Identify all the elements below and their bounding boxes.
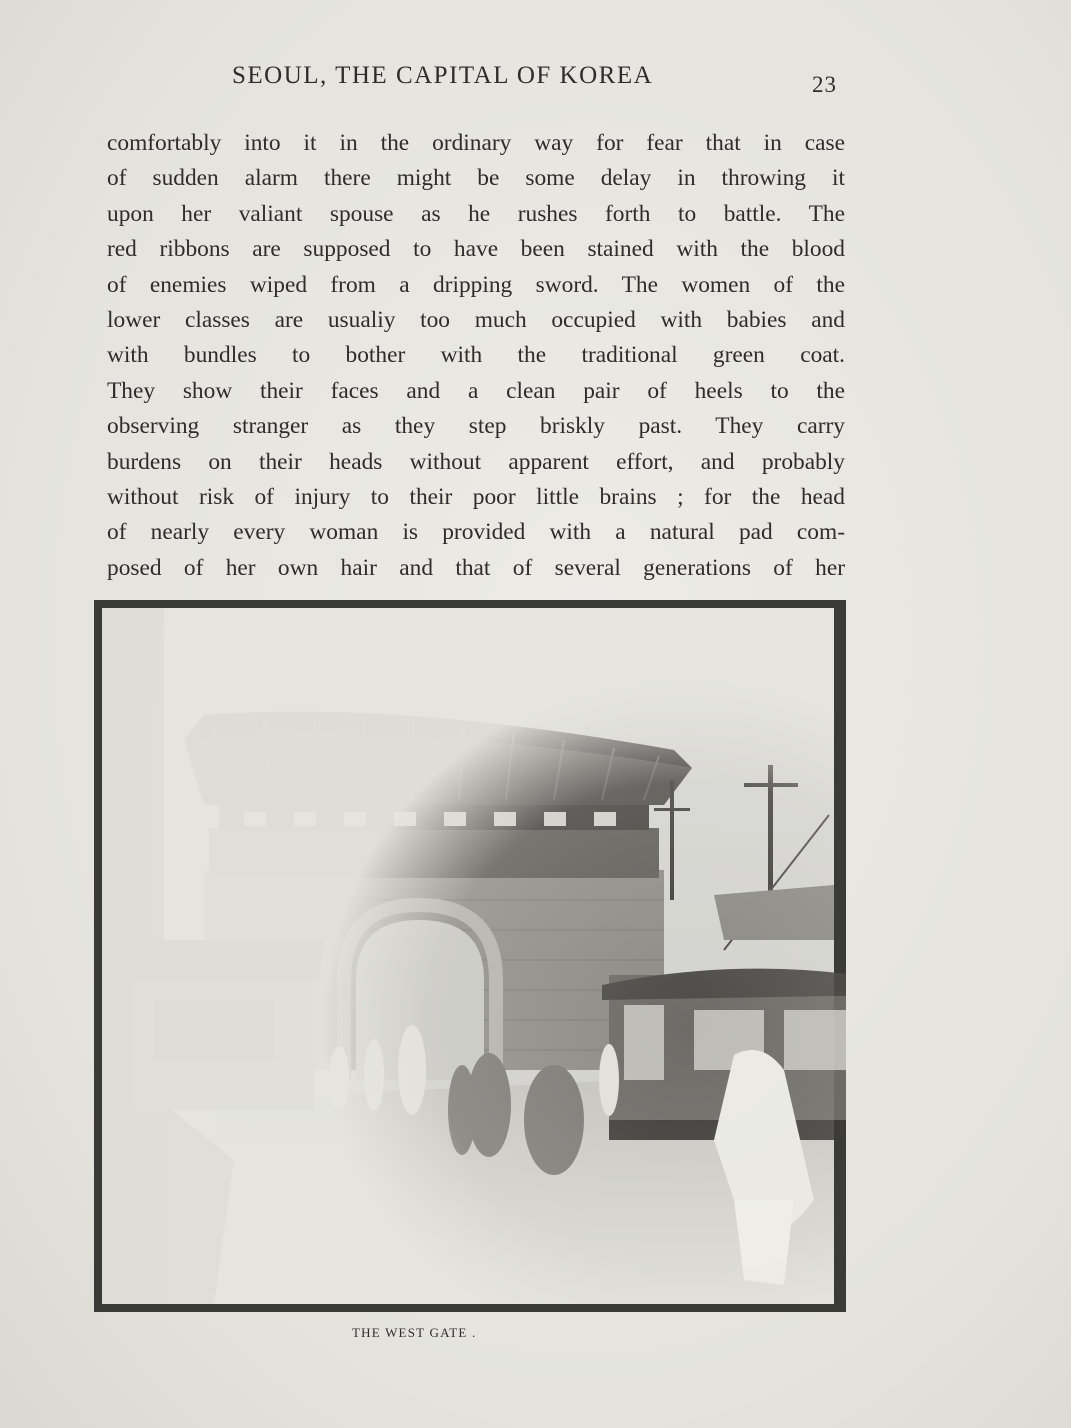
text-line: lower classes are usualiy too much occupied with babies and [107,307,845,334]
page-number: 23 [812,72,837,97]
text-line: They show their faces and a clean pair of heels to the [107,377,845,404]
west-gate-photograph [94,600,846,1312]
text-line: of enemies wiped from a dripping sword. The women of the [107,271,845,298]
text-line: with bundles to bother with the traditional green coat. [107,342,845,369]
text-line: red ribbons are supposed to have been stained with the blood [107,236,845,263]
text-line: observing stranger as they step briskly past. They carry [107,413,845,440]
text-line: of sudden alarm there might be some delay in throwing it [107,165,845,192]
text-line: comfortably into it in the ordinary way for fear that in case [107,130,845,156]
photo-plate [94,600,846,1312]
text-line: upon her valiant spouse as he rushes forth to battle. The [107,200,845,227]
running-head: SEOUL, THE CAPITAL OF KOREA [232,62,654,89]
text-line: without risk of injury to their poor little brains ; for the head [107,484,845,511]
text-line: burdens on their heads without apparent effort, and probably [107,448,845,475]
body-text [107,126,845,586]
text-line: of nearly every woman is provided with a natural pad com- [107,519,845,546]
plate-caption: THE WEST GATE . [352,1325,477,1340]
text-line: posed of her own hair and that of several generations of her [107,554,845,581]
